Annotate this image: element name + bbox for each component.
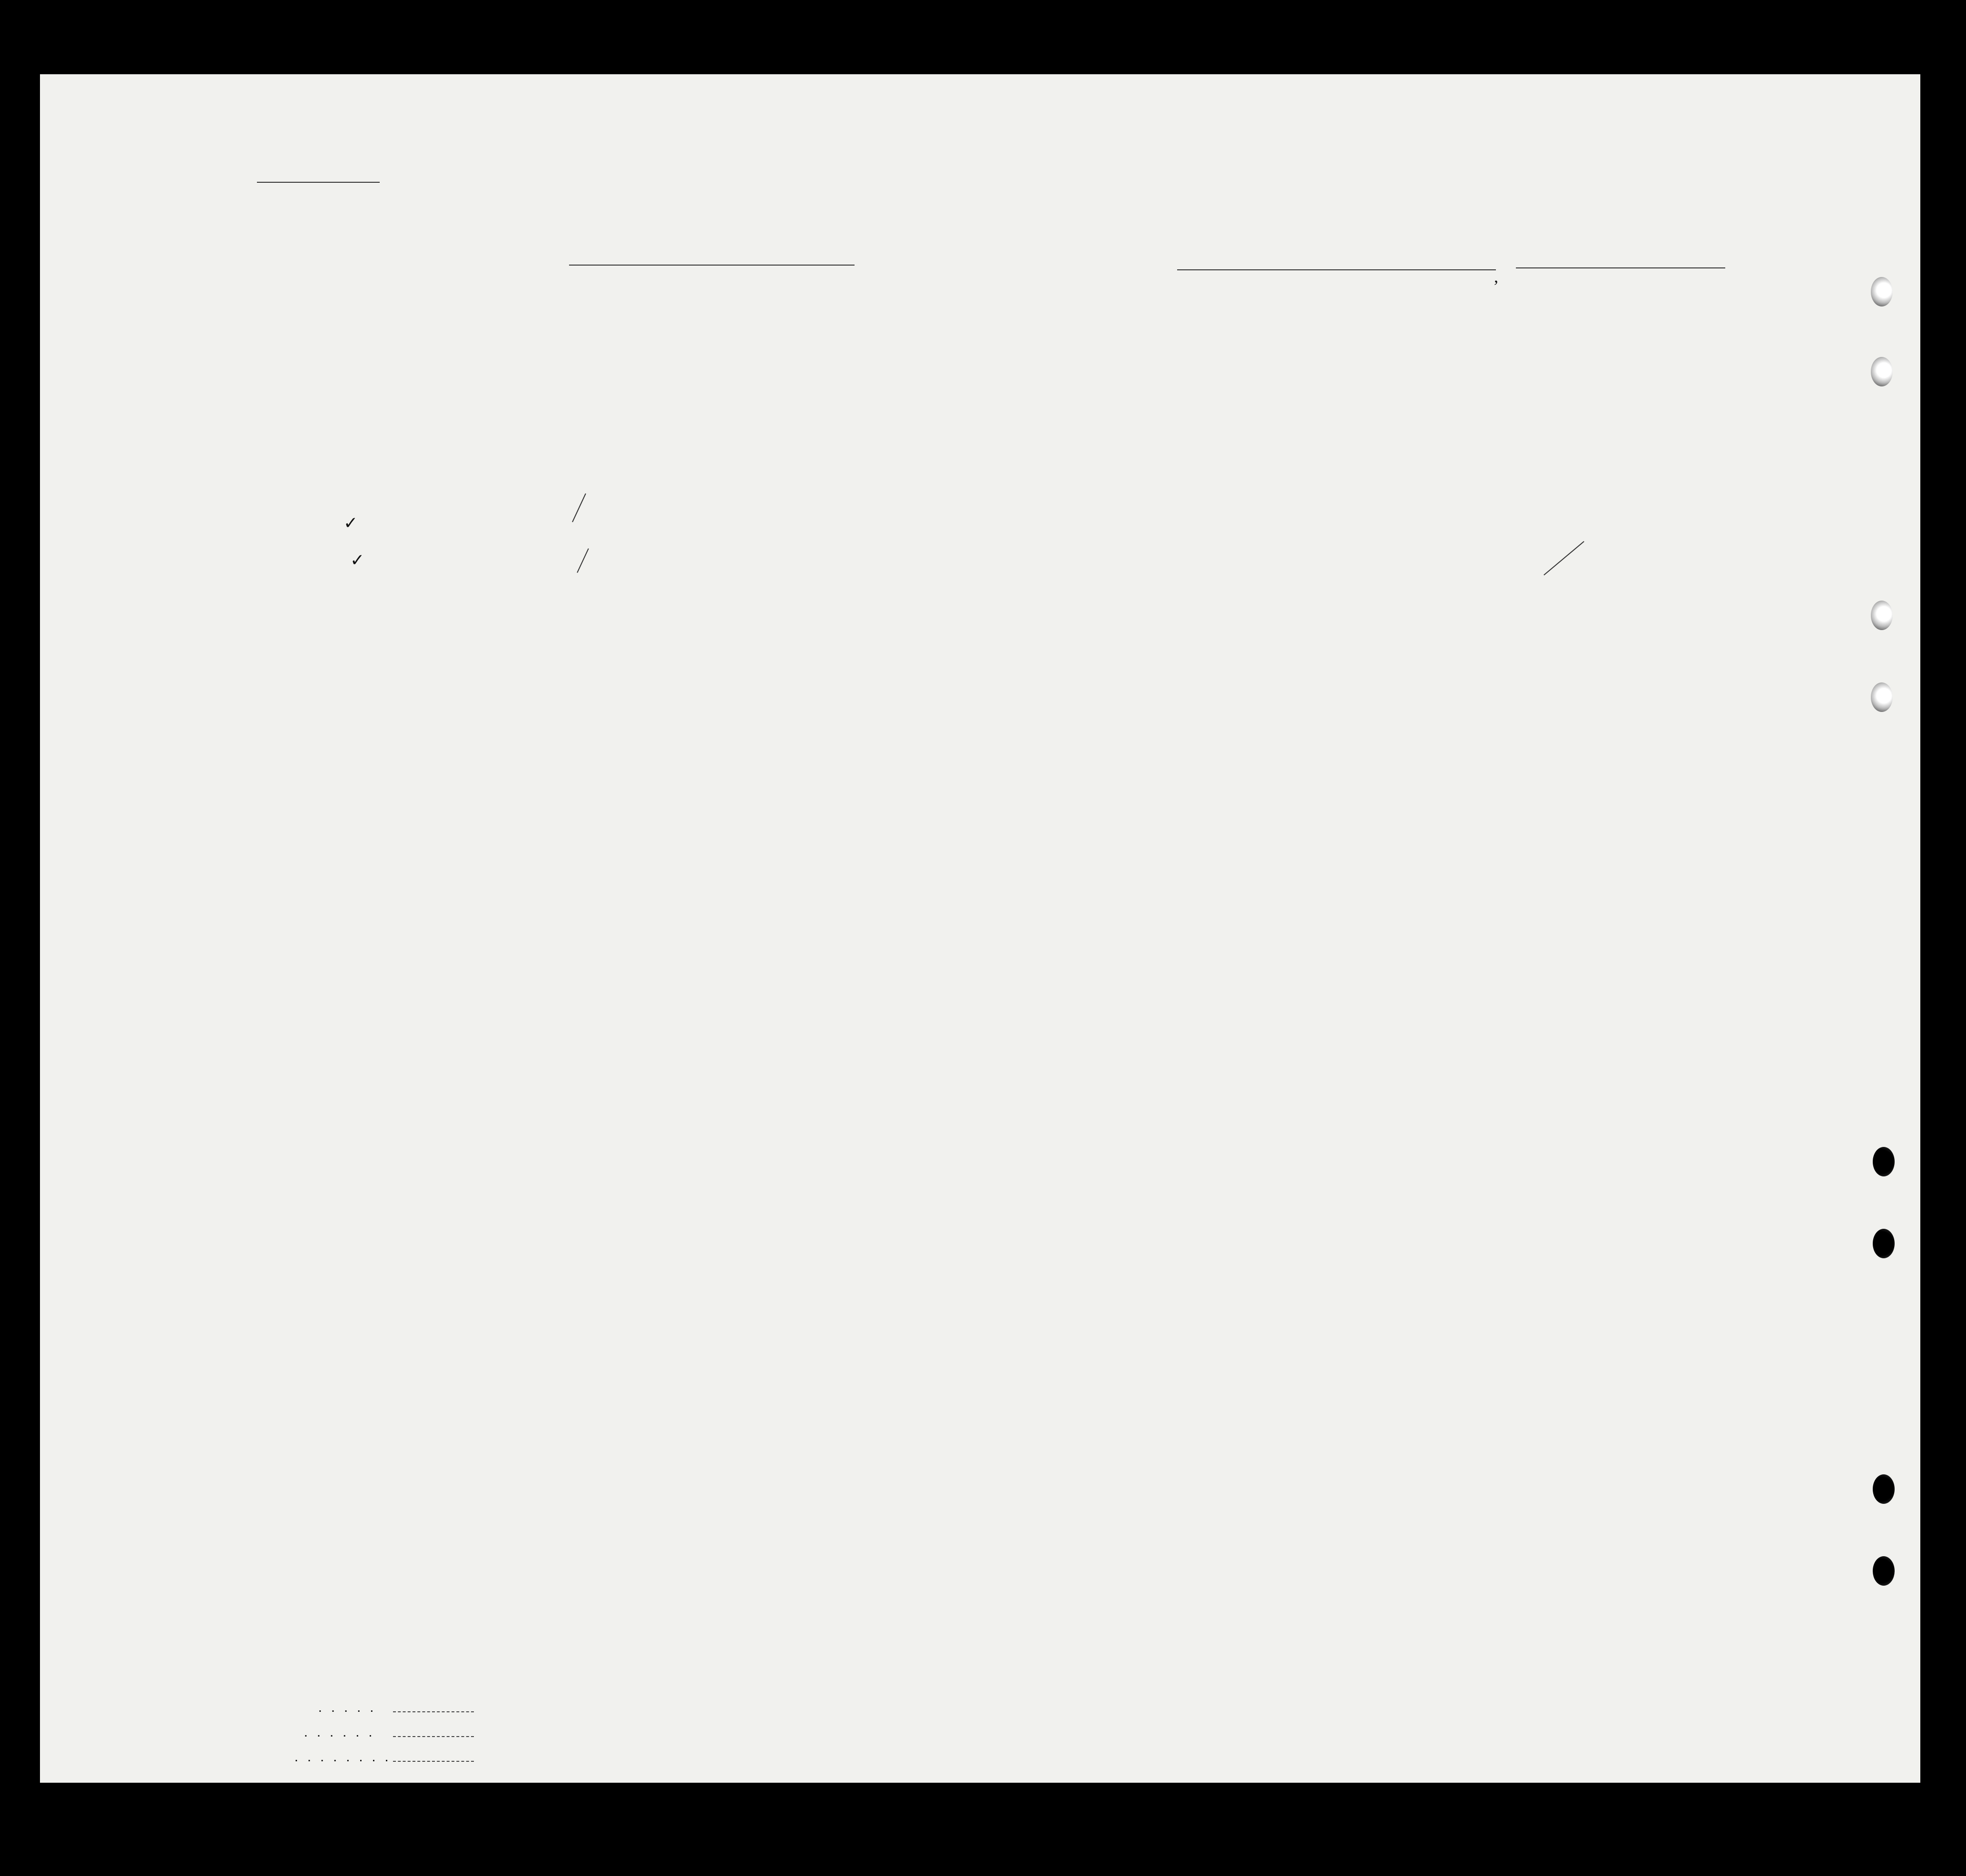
- dots: . . . . . .: [305, 1728, 376, 1739]
- us-citizens-line: [393, 1736, 474, 1737]
- aliens-line: [393, 1761, 474, 1762]
- check-mark-icon: ✓: [350, 551, 365, 570]
- dots: . . . . . . . .: [295, 1753, 392, 1764]
- dots: . . . . .: [319, 1704, 377, 1714]
- comma: ,: [1494, 267, 1498, 286]
- total-passengers-line: [393, 1711, 474, 1712]
- check-mark-icon: ✓: [344, 513, 358, 533]
